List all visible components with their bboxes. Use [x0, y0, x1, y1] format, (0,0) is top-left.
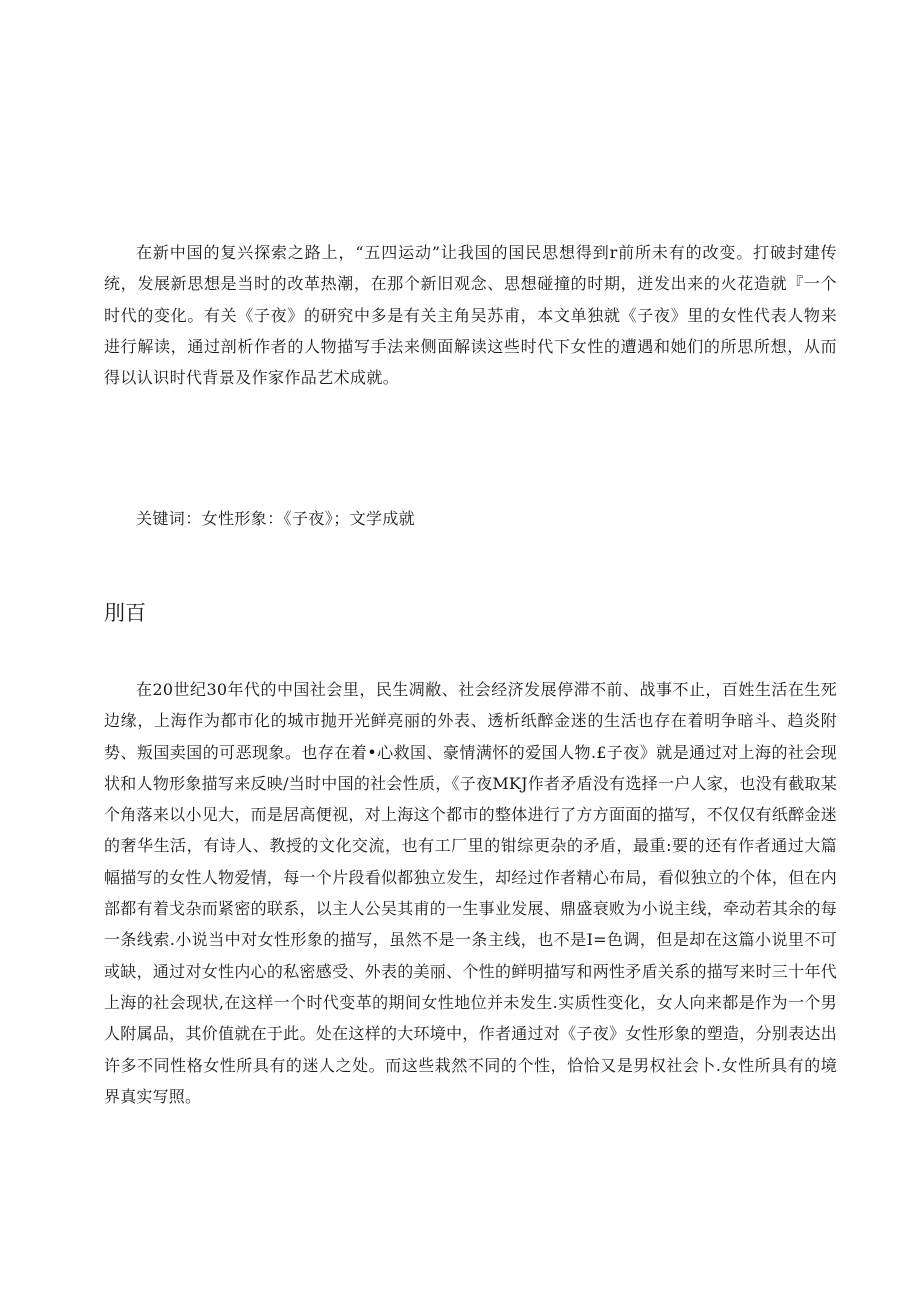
- keywords-line: 关键词：女性形象：《子夜》；文学成就: [136, 509, 416, 528]
- section-heading-intro: 刖百: [104, 601, 146, 625]
- intro-paragraph: 在20世纪30年代的中国社会里，民生凋敝、社会经济发展停滞不前、战事不止，百姓生活在生死边缘，上海作为都市化的城市抛开光鲜亮丽的外表、透析纸醉金迷的生活也存在着明争暗斗、趋炎附势、叛国卖国的可恶现象。也存在着•心救国、豪情满怀的爱国人物.£子夜》就是通过对上海的社会现状和人物形象描写来反映/当时中国的社会性质，《子夜MKJ作者矛盾没有选择一户人家，也没有截取某个角落来以小见大，而是居高便视，对上海这个都市的整体进行了方方面面的描写，不仅仅有纸醉金迷的奢华生活，有诗人、教授的文化交流，也有工厂里的钳综更杂的矛盾，最重:要的还有作者通过大篇幅描写的女性人物爱情，每一个片段看似都独立发生，却经过作者精心布局，看似独立的个体，但在内部都有着戈杂而紧密的联系，以主人公吴其甫的一生事业发展、鼎盛衰败为小说主线，牵动若其余的每一条线索.小说当中对女性形象的描写，虽然不是一条主线，也不是I=色调，但是却在这篇小说里不可或缺，通过对女性内心的私密感受、外表的美丽、个性的鲜明描写和两性矛盾关系的描写来时三十年代上海的社会现状,在这样一个时代变革的期间女性地位并未发生.实质性变化，女人向来都是作为一个男人附属品，其价值就在于此。处在这样的大环境中，作者通过对《子夜》女性形象的塑造，分别表达出许多不同性格女性所具有的迷人之处。而这些栽然不同的个性，恰恰又是男权社会卜.女性所具有的境界真实写照。: [104, 680, 837, 1106]
- abstract-paragraph: 在新中国的复兴探索之路上，“五四运动”让我国的国民思想得到r前所未有的改变。打破封建传统，发展新思想是当时的改革热潮，在那个新旧观念、思想碰撞的时期，迸发出来的火花造就『一个时代的变化。有关《子夜》的研究中多是有关主角吴苏甫，本文单独就《子夜》里的女性代表人物来进行解读，通过剖析作者的人物描写手法来侧面解读这些时代下女性的遭遇和她们的所思所想，从而得以认识时代背景及作家作品艺术成就。: [104, 243, 837, 388]
